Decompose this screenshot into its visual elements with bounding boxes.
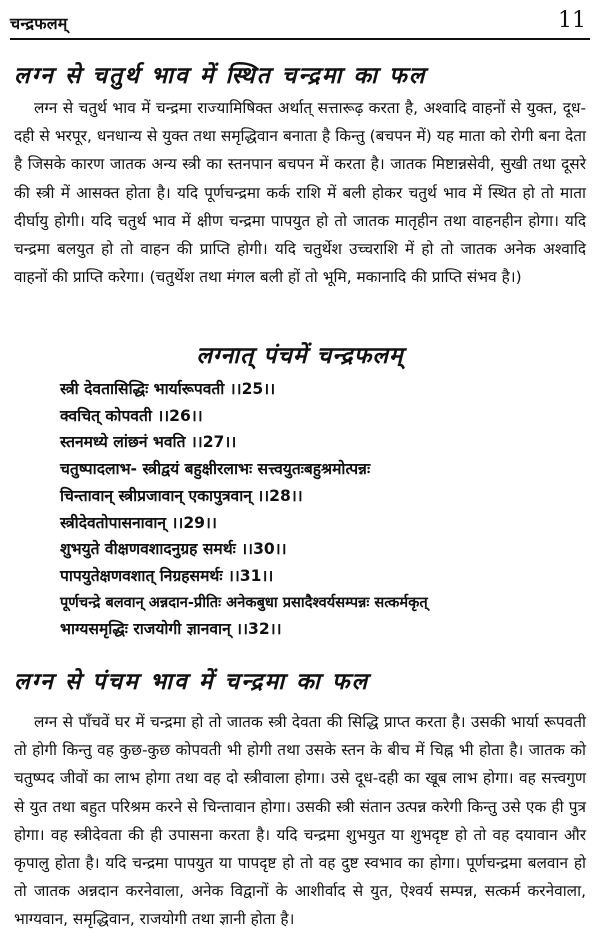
verse-line: स्तनमध्ये लांछनं भवति ।।27।। — [60, 433, 237, 452]
paragraph-fifth-house — [14, 708, 586, 934]
paragraph-text: लग्न से चतुर्थ भाव में चन्द्रमा राज्यामिषिक्त अर्थात् सत्तारूढ़ करता है, अश्वादि वाहनों से युक्त, दूध-दही से भरपूर, धनधान्य से युक्त तथा समृद्धिवान बनाता है किन्तु (बचपन में) यह माता को रोगी बना देता है जिसके कारण जातक अन्य स्त्री का स्तनपान बचपन में करता है। जातक मिष्टान्नसेवी, सुखी तथा दूसरे की स्त्री में आसक्त होता है। यदि पूर्णचन्द्रमा कर्क राशि में बली होकर चतुर्थ भाव में स्थित हो तो माता दीर्घायु होगी। यदि चतुर्थ भाव में क्षीण चन्द्रमा पापयुत हो तो जातक मातृहीन तथा वाहनहीन होगा। यदि चन्द्रमा बलयुत हो तो वाहन की प्राप्ति होगी। यदि चतुर्थेश उच्चराशि में हो तो जातक अनेक अश्वादि वाहनों की प्राप्ति करेगा। (चतुर्थेश तथा मंगल बली हों तो भूमि, मकानादि की प्राप्ति संभव है।) — [14, 99, 586, 287]
header-rule — [10, 38, 590, 40]
paragraph-fourth-house — [14, 94, 586, 291]
verse-line: चिन्तावान् स्त्रीप्रजावान् एकापुत्रवान् ।।28।। — [60, 486, 303, 505]
verse-line: पापयुतेक्षणवशात् निग्रहसमर्थः ।।31।। — [60, 566, 274, 585]
verse-line: स्त्री देवतासिद्धिः भार्यारूपवती ।।25।। — [60, 380, 276, 398]
sanskrit-verses — [60, 376, 590, 643]
verse-line: पूर्णचन्द्रे बलवान् अन्नदान-प्रीतिः अनेकबुधा प्रसादैश्वर्यसम्पन्नः सत्कर्मकृत् — [60, 593, 428, 611]
verse-line: भाग्यसमृद्धिः राजयोगी ज्ञानवान् ।।32।। — [60, 620, 282, 639]
running-title: चन्द्रफलम् — [10, 14, 68, 33]
section-heading-sanskrit: लग्नात् पंचमें चन्द्रफलम् — [196, 343, 404, 369]
page-number: 11 — [558, 8, 586, 33]
verse-line: स्त्रीदेवतोपासनावान् ।।29।। — [60, 513, 217, 532]
page-header — [10, 8, 590, 42]
paragraph-text: लग्न से पाँचवें घर में चन्द्रमा हो तो जातक स्त्री देवता की सिद्धि प्राप्त करता है। उसकी भार्या रूपवती तो होगी किन्तु वह कुछ-कुछ कोपवती भी होगी तथा उसके स्तन के बीच में चिह्न भी होता है। जातक को चतुष्पद जीवों का लाभ होगा तथा वह दो स्त्रीवाला होगा। उसे दूध-दही का खूब लाभ होगा। वह सत्त्वगुण से युत तथा बहुत परिश्रम करने से चिन्तावान होगा। उसकी स्त्री संतान उत्पन्न करेगी किन्तु उसे एक ही पुत्र होगा। वह स्त्रीदेवता की ही उपासना करता है। यदि चन्द्रमा शुभयुत या शुभदृष्ट हो तो वह दयावान और कृपालु होता है। यदि चन्द्रमा पापयुत या पापदृष्ट हो तो वह दुष्ट स्वभाव का होगा। पूर्णचन्द्रमा बलवान हो तो जातक अन्नदान करनेवाला, अनेक विद्वानों के आशीर्वाद से युत, ऐश्वर्य सम्पन्न, सत्कर्म करनेवाला, भाग्यवान, समृद्धिवान, राजयोगी तथा ज्ञानी होता है। — [14, 713, 586, 929]
verse-line: शुभयुते वीक्षणवशादनुग्रह समर्थः ।।30।। — [60, 540, 287, 559]
verse-line: क्वचित् कोपवती ।।26।। — [60, 406, 203, 425]
section-heading-fourth-house: लग्न से चतुर्थ भाव में स्थित चन्द्रमा का फल — [14, 63, 427, 89]
section-heading-fifth-house: लग्न से पंचम भाव में चन्द्रमा का फल — [14, 669, 370, 695]
verse-line: चतुष्पादलाभ- स्त्रीद्वयं बहुक्षीरलाभः सत्त्वयुतःबहुश्रमोत्पन्नः — [60, 460, 371, 479]
